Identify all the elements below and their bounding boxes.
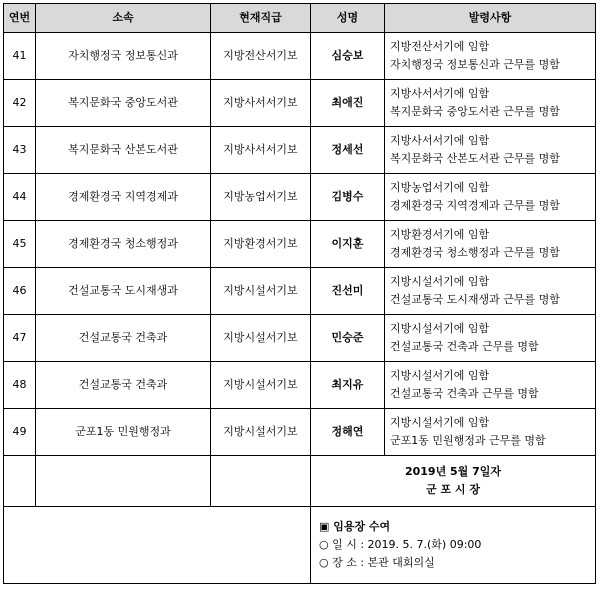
order-line-1: 지방환경서기에 임함: [390, 228, 490, 241]
cell-no: 44: [4, 174, 36, 221]
cell-rank: 지방전산서기보: [211, 33, 311, 80]
cell-name: 정해연: [311, 409, 385, 456]
empty-cell: [36, 456, 211, 507]
header-dept: 소속: [36, 4, 211, 33]
cell-rank: 지방시설서기보: [211, 409, 311, 456]
issuer-name: 군 포 시 장: [426, 483, 480, 496]
appointment-table: [3, 3, 596, 584]
cell-name: 최애진: [311, 80, 385, 127]
cell-rank: 지방환경서기보: [211, 221, 311, 268]
table-row: [4, 315, 596, 362]
cell-dept: 경제환경국 청소행정과: [36, 221, 211, 268]
order-line-2: 복지문화국 중앙도서관 근무를 명함: [390, 105, 560, 118]
cell-name: 이지훈: [311, 221, 385, 268]
cell-rank: 지방농업서기보: [211, 174, 311, 221]
cell-no: 49: [4, 409, 36, 456]
cell-dept: 복지문화국 산본도서관: [36, 127, 211, 174]
ceremony-place: ○ 장 소 : 본관 대회의실: [319, 556, 435, 569]
table-row: [4, 174, 596, 221]
table-row: [4, 409, 596, 456]
cell-order: [385, 33, 596, 80]
cell-dept: 건설교통국 건축과: [36, 315, 211, 362]
cell-order: [385, 409, 596, 456]
order-line-1: 지방농업서기에 임함: [390, 181, 490, 194]
order-line-1: 지방시설서기에 임함: [390, 275, 490, 288]
cell-rank: 지방시설서기보: [211, 362, 311, 409]
cell-name: 민승준: [311, 315, 385, 362]
cell-dept: 건설교통국 도시재생과: [36, 268, 211, 315]
order-line-2: 건설교통국 도시재생과 근무를 명함: [390, 293, 560, 306]
cell-no: 41: [4, 33, 36, 80]
order-line-2: 경제환경국 청소행정과 근무를 명함: [390, 246, 560, 259]
table-row: [4, 33, 596, 80]
cell-name: 심승보: [311, 33, 385, 80]
order-line-1: 지방시설서기에 임함: [390, 322, 490, 335]
order-line-2: 건설교통국 건축과 근무를 명함: [390, 387, 539, 400]
cell-rank: 지방사서서기보: [211, 127, 311, 174]
header-name: 성명: [311, 4, 385, 33]
cell-no: 47: [4, 315, 36, 362]
cell-rank: 지방사서서기보: [211, 80, 311, 127]
cell-no: 46: [4, 268, 36, 315]
cell-order: [385, 174, 596, 221]
table-row: [4, 362, 596, 409]
order-line-1: 지방사서서기에 임함: [390, 87, 490, 100]
cell-no: 43: [4, 127, 36, 174]
date-row: [4, 456, 596, 507]
order-line-2: 복지문화국 산본도서관 근무를 명함: [390, 152, 560, 165]
cell-dept: 자치행정국 정보통신과: [36, 33, 211, 80]
order-line-2: 경제환경국 지역경제과 근무를 명함: [390, 199, 560, 212]
ceremony-row: [4, 507, 596, 584]
cell-order: [385, 127, 596, 174]
empty-cell: [4, 456, 36, 507]
empty-cell: [211, 456, 311, 507]
table-row: [4, 80, 596, 127]
ceremony-info: [311, 507, 596, 584]
header-no: 연번: [4, 4, 36, 33]
order-line-1: 지방시설서기에 임함: [390, 416, 490, 429]
table-row: [4, 127, 596, 174]
cell-order: [385, 80, 596, 127]
cell-rank: 지방시설서기보: [211, 268, 311, 315]
cell-no: 48: [4, 362, 36, 409]
cell-dept: 경제환경국 지역경제과: [36, 174, 211, 221]
cell-no: 42: [4, 80, 36, 127]
header-order: 발령사항: [385, 4, 596, 33]
cell-order: [385, 315, 596, 362]
issue-date: 2019년 5월 7일자: [404, 465, 502, 478]
table-row: [4, 268, 596, 315]
order-line-1: 지방사서서기에 임함: [390, 134, 490, 147]
order-line-2: 군포1동 민원행정과 근무를 명함: [390, 434, 546, 447]
cell-name: 정세선: [311, 127, 385, 174]
cell-name: 진선미: [311, 268, 385, 315]
cell-order: [385, 221, 596, 268]
ceremony-title: ▣ 임용장 수여: [319, 520, 391, 533]
cell-name: 최지유: [311, 362, 385, 409]
header-rank: 현재직급: [211, 4, 311, 33]
empty-cell: [4, 507, 311, 584]
order-line-2: 건설교통국 건축과 근무를 명함: [390, 340, 539, 353]
table-row: [4, 221, 596, 268]
cell-dept: 군포1동 민원행정과: [36, 409, 211, 456]
cell-order: [385, 268, 596, 315]
order-line-1: 지방전산서기에 임함: [390, 40, 490, 53]
cell-order: [385, 362, 596, 409]
cell-rank: 지방시설서기보: [211, 315, 311, 362]
order-line-1: 지방시설서기에 임함: [390, 369, 490, 382]
cell-name: 김병수: [311, 174, 385, 221]
cell-no: 45: [4, 221, 36, 268]
issue-signature: [311, 456, 596, 507]
ceremony-time: ○ 일 시 : 2019. 5. 7.(화) 09:00: [319, 538, 482, 551]
order-line-2: 자치행정국 정보통신과 근무를 명함: [390, 58, 560, 71]
cell-dept: 건설교통국 건축과: [36, 362, 211, 409]
cell-dept: 복지문화국 중앙도서관: [36, 80, 211, 127]
header-row: [4, 4, 596, 33]
